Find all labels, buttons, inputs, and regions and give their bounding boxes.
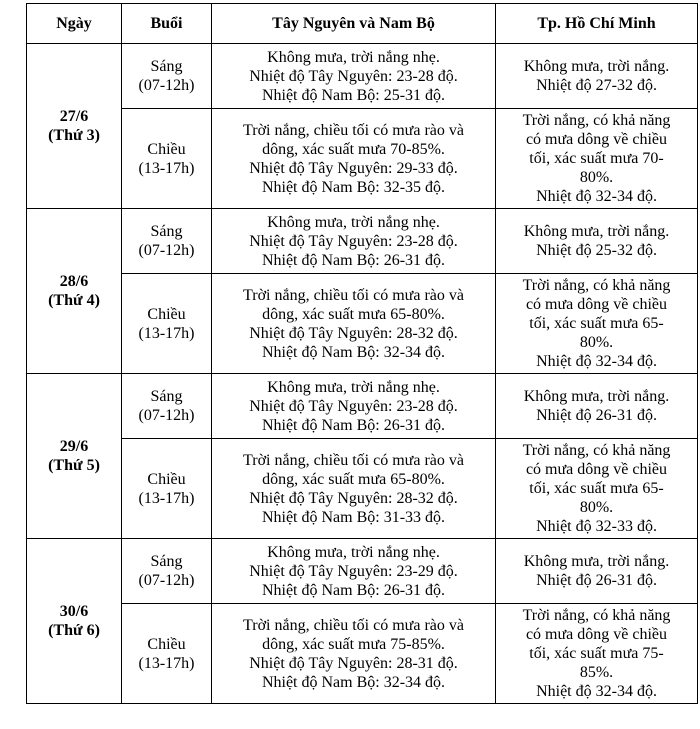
- day-weekday: (Thứ 5): [48, 457, 100, 474]
- forecast-line: Nhiệt độ Tây Nguyên: 28-32 độ.: [249, 324, 458, 342]
- forecast-line: Nhiệt độ Nam Bộ: 32-34 độ.: [261, 673, 446, 691]
- session-cell: [122, 439, 212, 539]
- table-row: [27, 539, 698, 604]
- region-forecast-cell: [212, 374, 496, 439]
- forecast-line: Nhiệt độ 32-34 độ.: [536, 188, 657, 205]
- forecast-line: tối, xác suất mưa 70-: [529, 150, 664, 167]
- session-name: Chiều: [147, 305, 186, 323]
- forecast-line: Nhiệt độ Tây Nguyên: 23-28 độ.: [249, 397, 458, 415]
- session-cell: [122, 109, 212, 209]
- session-hours: (07-12h): [138, 77, 195, 94]
- forecast-line: Nhiệt độ Tây Nguyên: 29-33 độ.: [249, 159, 458, 177]
- forecast-line: có mưa dông về chiều: [525, 131, 668, 148]
- forecast-line: có mưa dông về chiều: [525, 461, 668, 478]
- forecast-line: Trời nắng, chiều tối có mưa rào và: [243, 451, 464, 469]
- day-date: 30/6: [59, 603, 89, 620]
- hcm-forecast-cell: [496, 539, 698, 604]
- table-row: [27, 209, 698, 274]
- region-forecast-cell: [212, 209, 496, 274]
- forecast-line: Nhiệt độ Nam Bộ: 32-34 độ.: [261, 343, 446, 361]
- session-hours: (07-12h): [138, 242, 195, 259]
- hcm-forecast-cell: [496, 209, 698, 274]
- forecast-line: Nhiệt độ Tây Nguyên: 23-28 độ.: [249, 67, 458, 85]
- forecast-line: Nhiệt độ Nam Bộ: 26-31 độ.: [261, 251, 446, 269]
- table-row: [27, 604, 698, 704]
- session-hours: (13-17h): [138, 489, 195, 507]
- session-cell: [122, 209, 212, 274]
- table-row: [27, 274, 698, 374]
- session-name: Sáng: [150, 223, 183, 240]
- forecast-line: Nhiệt độ 32-33 độ.: [536, 518, 657, 535]
- forecast-line: tối, xác suất mưa 65-: [529, 315, 664, 332]
- forecast-line: Nhiệt độ 25-32 độ.: [536, 242, 657, 259]
- region-forecast-cell: [212, 604, 496, 704]
- session-name: Sáng: [150, 388, 183, 405]
- forecast-line: Nhiệt độ Nam Bộ: 31-33 độ.: [261, 508, 446, 526]
- weather-forecast-table: [26, 3, 698, 704]
- forecast-line: tối, xác suất mưa 75-: [529, 645, 664, 662]
- forecast-line: dông, xác suất mưa 65-80%.: [262, 305, 445, 323]
- session-cell: [122, 274, 212, 374]
- forecast-line: Không mưa, trời nắng.: [523, 58, 670, 75]
- session-name: Sáng: [150, 58, 183, 75]
- forecast-line: Nhiệt độ 32-34 độ.: [536, 353, 657, 370]
- session-name: Sáng: [150, 553, 183, 570]
- forecast-line: Trời nắng, chiều tối có mưa rào và: [243, 286, 464, 304]
- header-session: Buổi: [122, 4, 212, 44]
- forecast-line: 80%.: [579, 334, 614, 351]
- forecast-line: Không mưa, trời nắng nhẹ.: [267, 48, 440, 66]
- forecast-line: Nhiệt độ Tây Nguyên: 23-28 độ.: [249, 232, 458, 250]
- forecast-line: Trời nắng, chiều tối có mưa rào và: [243, 121, 464, 139]
- forecast-line: Nhiệt độ 32-34 độ.: [536, 683, 657, 700]
- forecast-line: Không mưa, trời nắng.: [523, 388, 670, 405]
- forecast-line: Nhiệt độ Nam Bộ: 25-31 độ.: [261, 86, 446, 104]
- session-hours: (13-17h): [138, 654, 195, 672]
- forecast-line: dông, xác suất mưa 75-85%.: [262, 635, 445, 653]
- day-cell: [27, 209, 122, 374]
- day-date: 28/6: [59, 273, 89, 290]
- hcm-forecast-cell: [496, 109, 698, 209]
- session-cell: [122, 604, 212, 704]
- header-hcm: Tp. Hồ Chí Minh: [496, 4, 698, 44]
- table-row: [27, 44, 698, 109]
- hcm-forecast-cell: [496, 439, 698, 539]
- region-forecast-cell: [212, 274, 496, 374]
- region-forecast-cell: [212, 44, 496, 109]
- day-cell: [27, 539, 122, 704]
- forecast-line: Trời nắng, có khả năng: [522, 607, 671, 624]
- forecast-line: Nhiệt độ Nam Bộ: 26-31 độ.: [261, 581, 446, 599]
- session-cell: [122, 539, 212, 604]
- day-weekday: (Thứ 6): [48, 622, 100, 639]
- region-forecast-cell: [212, 439, 496, 539]
- header-row: [27, 4, 698, 44]
- day-cell: [27, 44, 122, 209]
- forecast-line: Nhiệt độ 26-31 độ.: [536, 407, 657, 424]
- forecast-line: Trời nắng, có khả năng: [522, 442, 671, 459]
- forecast-line: Không mưa, trời nắng.: [523, 553, 670, 570]
- forecast-line: Trời nắng, có khả năng: [522, 277, 671, 294]
- day-weekday: (Thứ 4): [48, 292, 100, 309]
- forecast-line: Không mưa, trời nắng.: [523, 223, 670, 240]
- forecast-line: Nhiệt độ Tây Nguyên: 28-31 độ.: [249, 654, 458, 672]
- forecast-line: dông, xác suất mưa 65-80%.: [262, 470, 445, 488]
- forecast-line: tối, xác suất mưa 65-: [529, 480, 664, 497]
- session-name: Chiều: [147, 635, 186, 653]
- day-weekday: (Thứ 3): [48, 127, 100, 144]
- region-forecast-cell: [212, 539, 496, 604]
- hcm-forecast-cell: [496, 374, 698, 439]
- forecast-line: Nhiệt độ Tây Nguyên: 28-32 độ.: [249, 489, 458, 507]
- forecast-line: Nhiệt độ Tây Nguyên: 23-29 độ.: [249, 562, 458, 580]
- forecast-line: Nhiệt độ 26-31 độ.: [536, 572, 657, 589]
- forecast-line: có mưa dông về chiều: [525, 626, 668, 643]
- forecast-line: Trời nắng, chiều tối có mưa rào và: [243, 616, 464, 634]
- session-cell: [122, 44, 212, 109]
- day-date: 27/6: [59, 108, 89, 125]
- hcm-forecast-cell: [496, 604, 698, 704]
- session-name: Chiều: [147, 140, 186, 158]
- hcm-forecast-cell: [496, 274, 698, 374]
- table-row: [27, 109, 698, 209]
- table-row: [27, 439, 698, 539]
- forecast-line: có mưa dông về chiều: [525, 296, 668, 313]
- forecast-line: Nhiệt độ Nam Bộ: 32-35 độ.: [261, 178, 446, 196]
- region-forecast-cell: [212, 109, 496, 209]
- table-row: [27, 374, 698, 439]
- forecast-line: 80%.: [579, 169, 614, 186]
- day-cell: [27, 374, 122, 539]
- session-hours: (13-17h): [138, 159, 195, 177]
- header-region: Tây Nguyên và Nam Bộ: [212, 4, 496, 44]
- forecast-line: 85%.: [579, 664, 614, 681]
- forecast-line: Trời nắng, có khả năng: [522, 112, 671, 129]
- session-hours: (07-12h): [138, 407, 195, 424]
- forecast-line: dông, xác suất mưa 70-85%.: [262, 140, 445, 158]
- forecast-line: Nhiệt độ Nam Bộ: 26-31 độ.: [261, 416, 446, 434]
- session-cell: [122, 374, 212, 439]
- session-name: Chiều: [147, 470, 186, 488]
- forecast-line: 80%.: [579, 499, 614, 516]
- session-hours: (07-12h): [138, 572, 195, 589]
- forecast-line: Không mưa, trời nắng nhẹ.: [267, 543, 440, 561]
- day-date: 29/6: [59, 438, 89, 455]
- hcm-forecast-cell: [496, 44, 698, 109]
- session-hours: (13-17h): [138, 324, 195, 342]
- forecast-line: Không mưa, trời nắng nhẹ.: [267, 213, 440, 231]
- forecast-line: Nhiệt độ 27-32 độ.: [536, 77, 657, 94]
- header-day: Ngày: [27, 4, 122, 44]
- forecast-line: Không mưa, trời nắng nhẹ.: [267, 378, 440, 396]
